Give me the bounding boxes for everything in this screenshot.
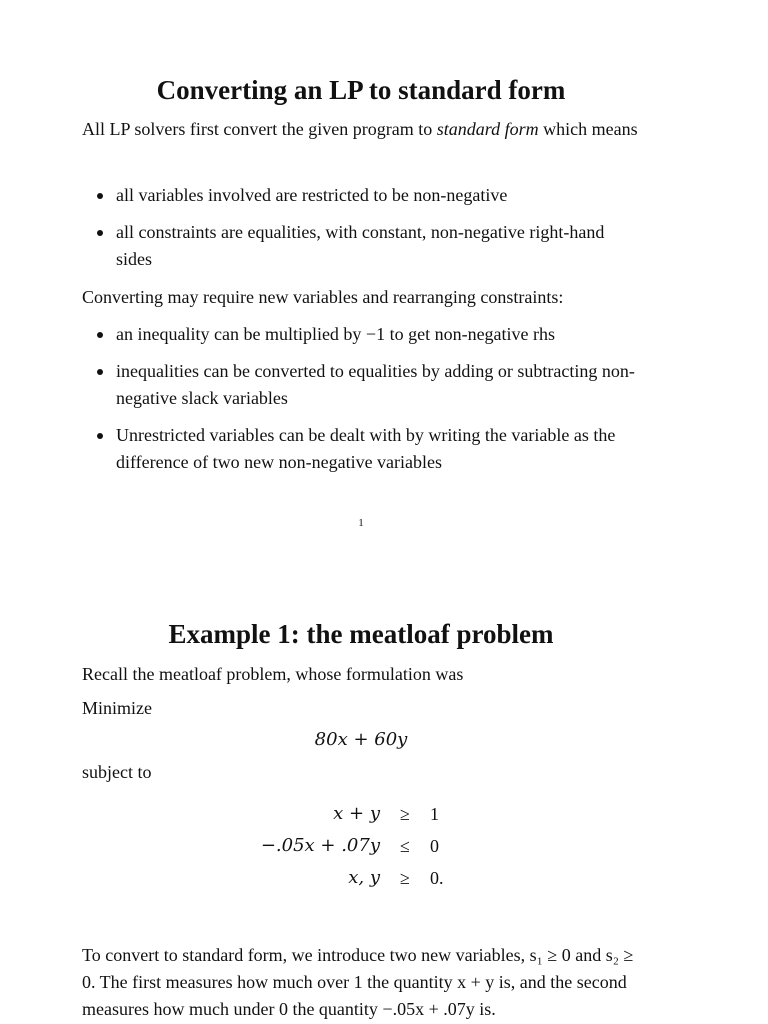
constraint-row bbox=[200, 830, 500, 862]
list-item: inequalities can be converted to equalities by adding or subtracting non-negative slack variables bbox=[82, 358, 642, 412]
minimize-label: Minimize bbox=[82, 698, 152, 718]
constraint-row bbox=[200, 862, 500, 894]
slide-title: Example 1: the meatloaf problem bbox=[168, 619, 554, 649]
constraint-row bbox=[200, 798, 500, 830]
slide-title: Converting an LP to standard form bbox=[156, 75, 566, 105]
constraint-rhs: 1 bbox=[430, 804, 439, 824]
list-item: all constraints are equalities, with constant, non-negative right-hand sides bbox=[82, 219, 642, 273]
constraint-lhs: x, y bbox=[348, 867, 380, 888]
constraint-lhs: −.05x + .07y bbox=[260, 835, 380, 856]
recall-paragraph: Recall the meatloaf problem, whose formulation was bbox=[82, 664, 464, 684]
intro-emphasis: standard form bbox=[436, 119, 539, 139]
constraint-relation: ≥ bbox=[400, 868, 410, 888]
standard-form-bullet-list bbox=[82, 182, 642, 283]
constraints-table bbox=[200, 798, 500, 894]
objective-function: 80x + 60y bbox=[314, 729, 408, 750]
list-item: an inequality can be multiplied by −1 to get non-negative rhs bbox=[82, 321, 642, 348]
subject-to-label: subject to bbox=[82, 762, 152, 782]
intro-text-after: which means bbox=[538, 119, 638, 139]
page-number: 1 bbox=[358, 517, 364, 529]
converting-paragraph: Converting may require new variables and rearranging constraints: bbox=[82, 287, 564, 307]
constraint-rhs: 0. bbox=[430, 868, 444, 888]
list-item: Unrestricted variables can be dealt with by writing the variable as the difference of two new non-negative variables bbox=[82, 422, 642, 476]
conversion-bullet-list bbox=[82, 321, 642, 486]
constraint-relation: ≥ bbox=[400, 804, 410, 824]
constraint-relation: ≤ bbox=[400, 836, 410, 856]
constraint-rhs: 0 bbox=[430, 836, 439, 856]
convert-paragraph: To convert to standard form, we introduce two new variables, s₁ ≥ 0 and s₂ ≥ 0. The first measures how much over 1 the quantity x + y is, and the second measures how much under 0 the quantity −.05x + .07y is. bbox=[82, 945, 634, 1019]
constraint-lhs: x + y bbox=[333, 803, 380, 824]
intro-text-before: All LP solvers first convert the given program to bbox=[82, 119, 437, 139]
list-item: all variables involved are restricted to be non-negative bbox=[82, 182, 642, 209]
intro-paragraph bbox=[82, 116, 642, 143]
